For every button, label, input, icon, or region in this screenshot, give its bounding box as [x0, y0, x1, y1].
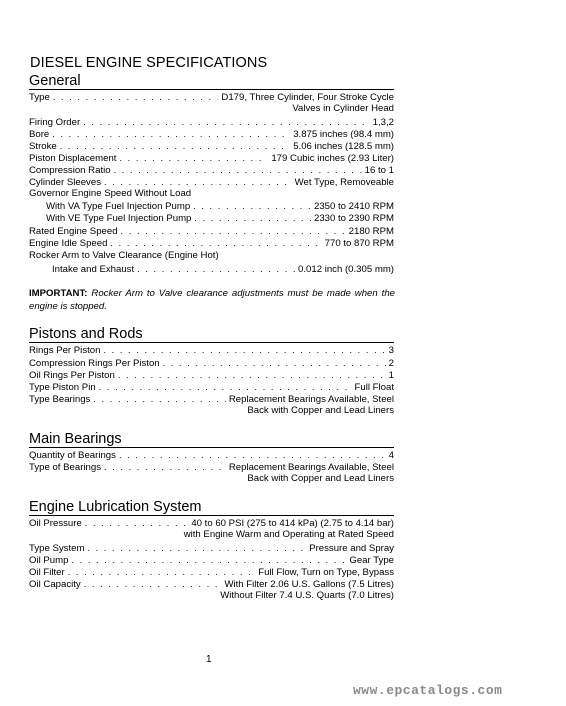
leader-dots [118, 369, 386, 381]
spec-value: 40 to 60 PSI (275 to 414 kPa) (2.75 to 4.14 bar) [191, 518, 394, 529]
leader-dots [110, 237, 321, 249]
leader-dots [99, 381, 352, 393]
spec-label: Cylinder Sleeves [29, 177, 101, 188]
leader-dots [104, 461, 226, 473]
spec-value: 1,3,2 [372, 117, 394, 128]
spec-row-compression-rings [29, 357, 394, 369]
spec-value: With Filter 2.06 U.S. Gallons (7.5 Litres) [224, 579, 394, 590]
leader-dots [163, 357, 386, 369]
spec-row-oil-pump [29, 554, 394, 566]
spec-row-oil-rings [29, 369, 394, 381]
spec-label: Type Bearings [29, 394, 91, 405]
spec-label: Compression Rings Per Piston [29, 358, 160, 369]
section-title-pistons: Pistons and Rods [29, 326, 143, 342]
section-rule [29, 342, 394, 343]
important-note [29, 288, 395, 313]
spec-value: 16 to 1 [364, 165, 394, 176]
spec-label: Stroke [29, 141, 57, 152]
spec-label: Governor Engine Speed Without Load [29, 188, 192, 199]
spec-label: Rated Engine Speed [29, 226, 118, 237]
spec-label: With VA Type Fuel Injection Pump [46, 201, 191, 212]
spec-value: 3 [388, 345, 394, 356]
spec-row-type [29, 91, 394, 103]
leader-dots [104, 176, 292, 188]
spec-row-idle-speed [29, 237, 394, 249]
section-rule [29, 515, 394, 516]
spec-row-bearing-type [29, 461, 394, 473]
leader-dots [83, 116, 369, 128]
spec-row-type-system [29, 542, 394, 554]
spec-value: 5.06 inches (128.5 mm) [293, 141, 394, 152]
spec-label: Oil Capacity [29, 579, 81, 590]
leader-dots [103, 344, 385, 356]
important-label: IMPORTANT: [29, 288, 88, 299]
leader-dots [52, 128, 290, 140]
spec-label: Oil Pump [29, 555, 69, 566]
spec-value: 770 to 870 RPM [324, 238, 394, 249]
spec-row-oil-pressure [29, 517, 394, 529]
spec-label: Type of Bearings [29, 462, 101, 473]
leader-dots [71, 554, 346, 566]
spec-value-continued: Back with Copper and Lead Liners [247, 473, 394, 484]
spec-value: Full Flow, Turn on Type, Bypass [258, 567, 394, 578]
watermark: www.epcatalogs.com [353, 683, 503, 698]
leader-dots [87, 542, 306, 554]
spec-label: Compression Ratio [29, 165, 111, 176]
spec-row-bearing-qty [29, 449, 394, 461]
spec-row-oil-filter [29, 566, 394, 578]
spec-label: Type Piston Pin [29, 382, 96, 393]
spec-label: Engine Idle Speed [29, 238, 108, 249]
section-title-general: General [29, 73, 81, 89]
spec-value: 2180 RPM [348, 226, 394, 237]
leader-dots [53, 91, 219, 103]
page-number: 1 [206, 654, 212, 665]
spec-row-type-bearings [29, 393, 394, 405]
spec-value: 179 Cubic inches (2.93 Liter) [271, 153, 394, 164]
spec-value: Wet Type, Removeable [294, 177, 394, 188]
spec-row-oil-capacity [29, 578, 394, 590]
spec-label: Quantity of Bearings [29, 450, 116, 461]
leader-dots [119, 152, 268, 164]
spec-value: 2 [388, 358, 394, 369]
spec-value-continued: with Engine Warm and Operating at Rated Speed [183, 529, 394, 540]
leader-dots [85, 517, 189, 529]
leader-dots [121, 225, 346, 237]
spec-value: Replacement Bearings Available, Steel [228, 394, 394, 405]
spec-value: D179, Three Cylinder, Four Stroke Cycle [221, 92, 394, 103]
spec-label: Type [29, 92, 50, 103]
spec-label: Oil Pressure [29, 518, 82, 529]
section-rule [29, 447, 394, 448]
spec-value: 0.012 inch (0.305 mm) [298, 264, 394, 275]
spec-label: Oil Rings Per Piston [29, 370, 115, 381]
spec-row-bore [29, 128, 394, 140]
leader-dots [114, 164, 362, 176]
spec-label: Rings Per Piston [29, 345, 101, 356]
spec-row-rated-speed [29, 225, 394, 237]
spec-label: Firing Order [29, 117, 81, 128]
spec-row-rings [29, 344, 394, 356]
spec-label: Oil Filter [29, 567, 65, 578]
spec-value: Full Float [354, 382, 394, 393]
spec-row-piston-pin [29, 381, 394, 393]
leader-dots [119, 449, 386, 461]
spec-row-rocker-arm [29, 250, 394, 262]
spec-label: With VE Type Fuel Injection Pump [46, 213, 192, 224]
spec-value-continued: Without Filter 7.4 U.S. Quarts (7.0 Litres) [220, 590, 394, 601]
spec-label: Bore [29, 129, 50, 140]
spec-value: 2330 to 2390 RPM [313, 213, 394, 224]
spec-row-governor [29, 188, 394, 200]
leader-dots [194, 212, 311, 224]
spec-value: 4 [388, 450, 394, 461]
leader-dots [93, 393, 226, 405]
spec-row-va-pump [46, 200, 394, 212]
spec-row-firing-order [29, 116, 394, 128]
important-text: Rocker Arm to Valve clearance adjustments must be made when the engine is stopped. [29, 288, 395, 312]
spec-row-sleeves [29, 176, 394, 188]
spec-label: Intake and Exhaust [52, 264, 135, 275]
spec-label: Type System [29, 543, 85, 554]
spec-value: 1 [388, 370, 394, 381]
spec-value: Gear Type [349, 555, 394, 566]
spec-row-compression [29, 164, 394, 176]
spec-value-continued: Valves in Cylinder Head [292, 103, 394, 114]
leader-dots [68, 566, 255, 578]
spec-value: 2350 to 2410 RPM [313, 201, 394, 212]
page-title: DIESEL ENGINE SPECIFICATIONS [30, 55, 268, 71]
spec-row-ve-pump [46, 212, 394, 224]
spec-value: 3.875 inches (98.4 mm) [293, 129, 394, 140]
spec-value: Replacement Bearings Available, Steel [228, 462, 394, 473]
spec-row-intake-exhaust [52, 263, 394, 275]
section-rule [29, 89, 394, 90]
spec-value-continued: Back with Copper and Lead Liners [247, 405, 394, 416]
spec-value: Pressure and Spray [309, 543, 394, 554]
spec-row-displacement [29, 152, 394, 164]
section-title-main-bearings: Main Bearings [29, 431, 122, 447]
leader-dots [193, 200, 311, 212]
spec-row-stroke [29, 140, 394, 152]
leader-dots [137, 263, 295, 275]
leader-dots [84, 578, 222, 590]
spec-label: Rocker Arm to Valve Clearance (Engine Hot) [29, 250, 219, 261]
section-title-lubrication: Engine Lubrication System [29, 499, 202, 515]
leader-dots [60, 140, 290, 152]
spec-label: Piston Displacement [29, 153, 117, 164]
